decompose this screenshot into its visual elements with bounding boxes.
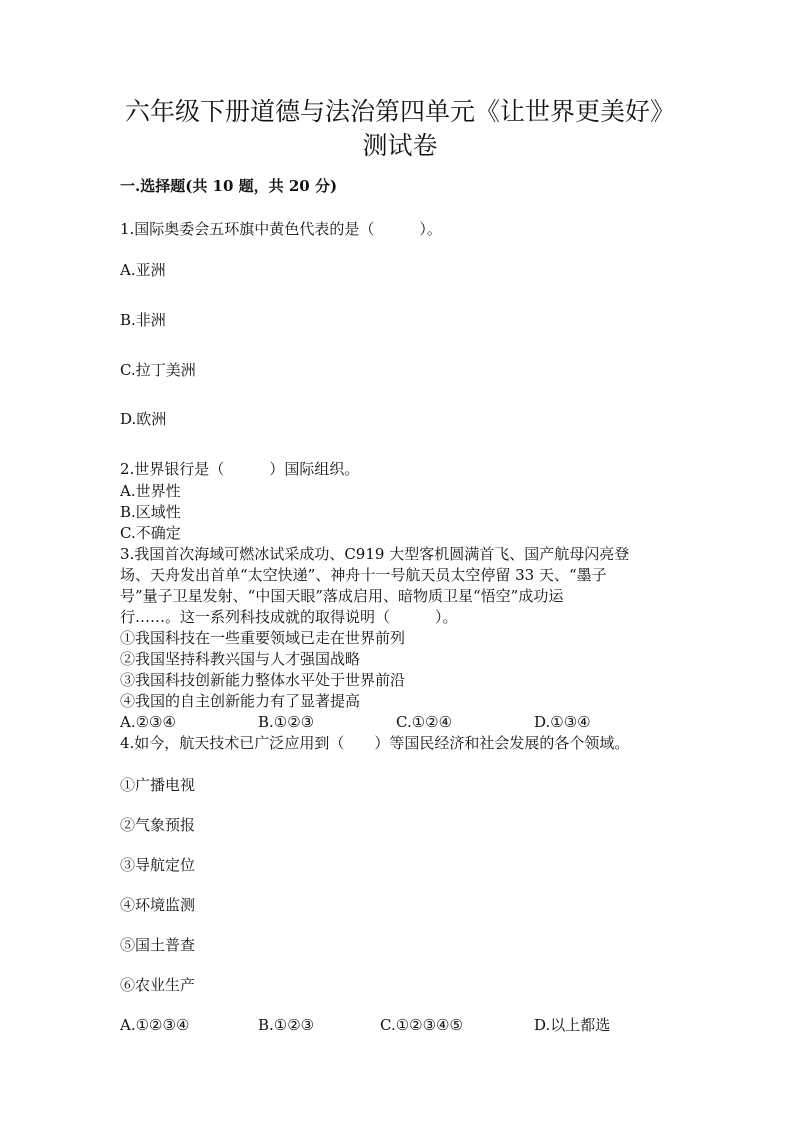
question-4-option-d: D.以上都选 xyxy=(534,1016,611,1034)
question-3-stem-line-1: 3.我国首次海域可燃冰试采成功、C919 大型客机圆满首飞、国产航母闪亮登 xyxy=(120,545,630,563)
question-3-option-b: B.①②③ xyxy=(258,713,315,731)
question-4-statement-1: ①广播电视 xyxy=(120,776,196,794)
question-1-option-a: A.亚洲 xyxy=(120,261,166,279)
question-4-statement-6: ⑥农业生产 xyxy=(120,976,196,994)
question-2-option-a: A.世界性 xyxy=(120,482,181,500)
section-heading: 一.选择题(共 10 题，共 20 分) xyxy=(120,177,338,195)
question-3-option-c: C.①②④ xyxy=(396,713,453,731)
question-2-stem: 2.世界银行是（ ）国际组织。 xyxy=(120,460,360,478)
question-4-option-c: C.①②③④⑤ xyxy=(380,1016,463,1034)
page-title-line2: 测试卷 xyxy=(362,131,438,160)
question-4-option-b: B.①②③ xyxy=(258,1016,315,1034)
question-1-stem: 1.国际奥委会五环旗中黄色代表的是（ ）。 xyxy=(120,220,442,238)
question-2-option-c: C.不确定 xyxy=(120,524,181,542)
question-3-statement-2: ②我国坚持科教兴国与人才强国战略 xyxy=(120,650,361,668)
question-3-option-a: A.②③④ xyxy=(120,713,176,731)
question-1-option-d: D.欧洲 xyxy=(120,410,167,428)
question-4-statement-2: ②气象预报 xyxy=(120,816,196,834)
question-4-option-a: A.①②③④ xyxy=(120,1016,190,1034)
page-title: 六年级下册道德与法治第四单元《让世界更美好》 xyxy=(124,97,675,126)
question-4-stem: 4.如今，航天技术已广泛应用到（ ）等国民经济和社会发展的各个领域。 xyxy=(120,734,630,752)
question-3-option-d: D.①③④ xyxy=(534,713,591,731)
question-3-statement-3: ③我国科技创新能力整体水平处于世界前沿 xyxy=(120,671,406,689)
question-2-option-b: B.区域性 xyxy=(120,503,181,521)
question-3-statement-1: ①我国科技在一些重要领域已走在世界前列 xyxy=(120,629,406,647)
question-1-option-c: C.拉丁美洲 xyxy=(120,361,196,379)
question-3-stem-line-3: 号”量子卫星发射、“中国天眼”落成启用、暗物质卫星“悟空”成功运 xyxy=(120,587,564,605)
question-4-statement-3: ③导航定位 xyxy=(120,856,196,874)
question-3-statement-4: ④我国的自主创新能力有了显著提高 xyxy=(120,692,361,710)
question-1-option-b: B.非洲 xyxy=(120,311,166,329)
question-4-statement-4: ④环境监测 xyxy=(120,896,196,914)
question-3-stem-line-4: 行……。这一系列科技成就的取得说明（ ）。 xyxy=(120,608,458,626)
question-4-statement-5: ⑤国土普查 xyxy=(120,936,196,954)
question-3-stem-line-2: 场、天舟发出首单“太空快递”、神舟十一号航天员太空停留 33 天、“墨子 xyxy=(120,566,607,584)
